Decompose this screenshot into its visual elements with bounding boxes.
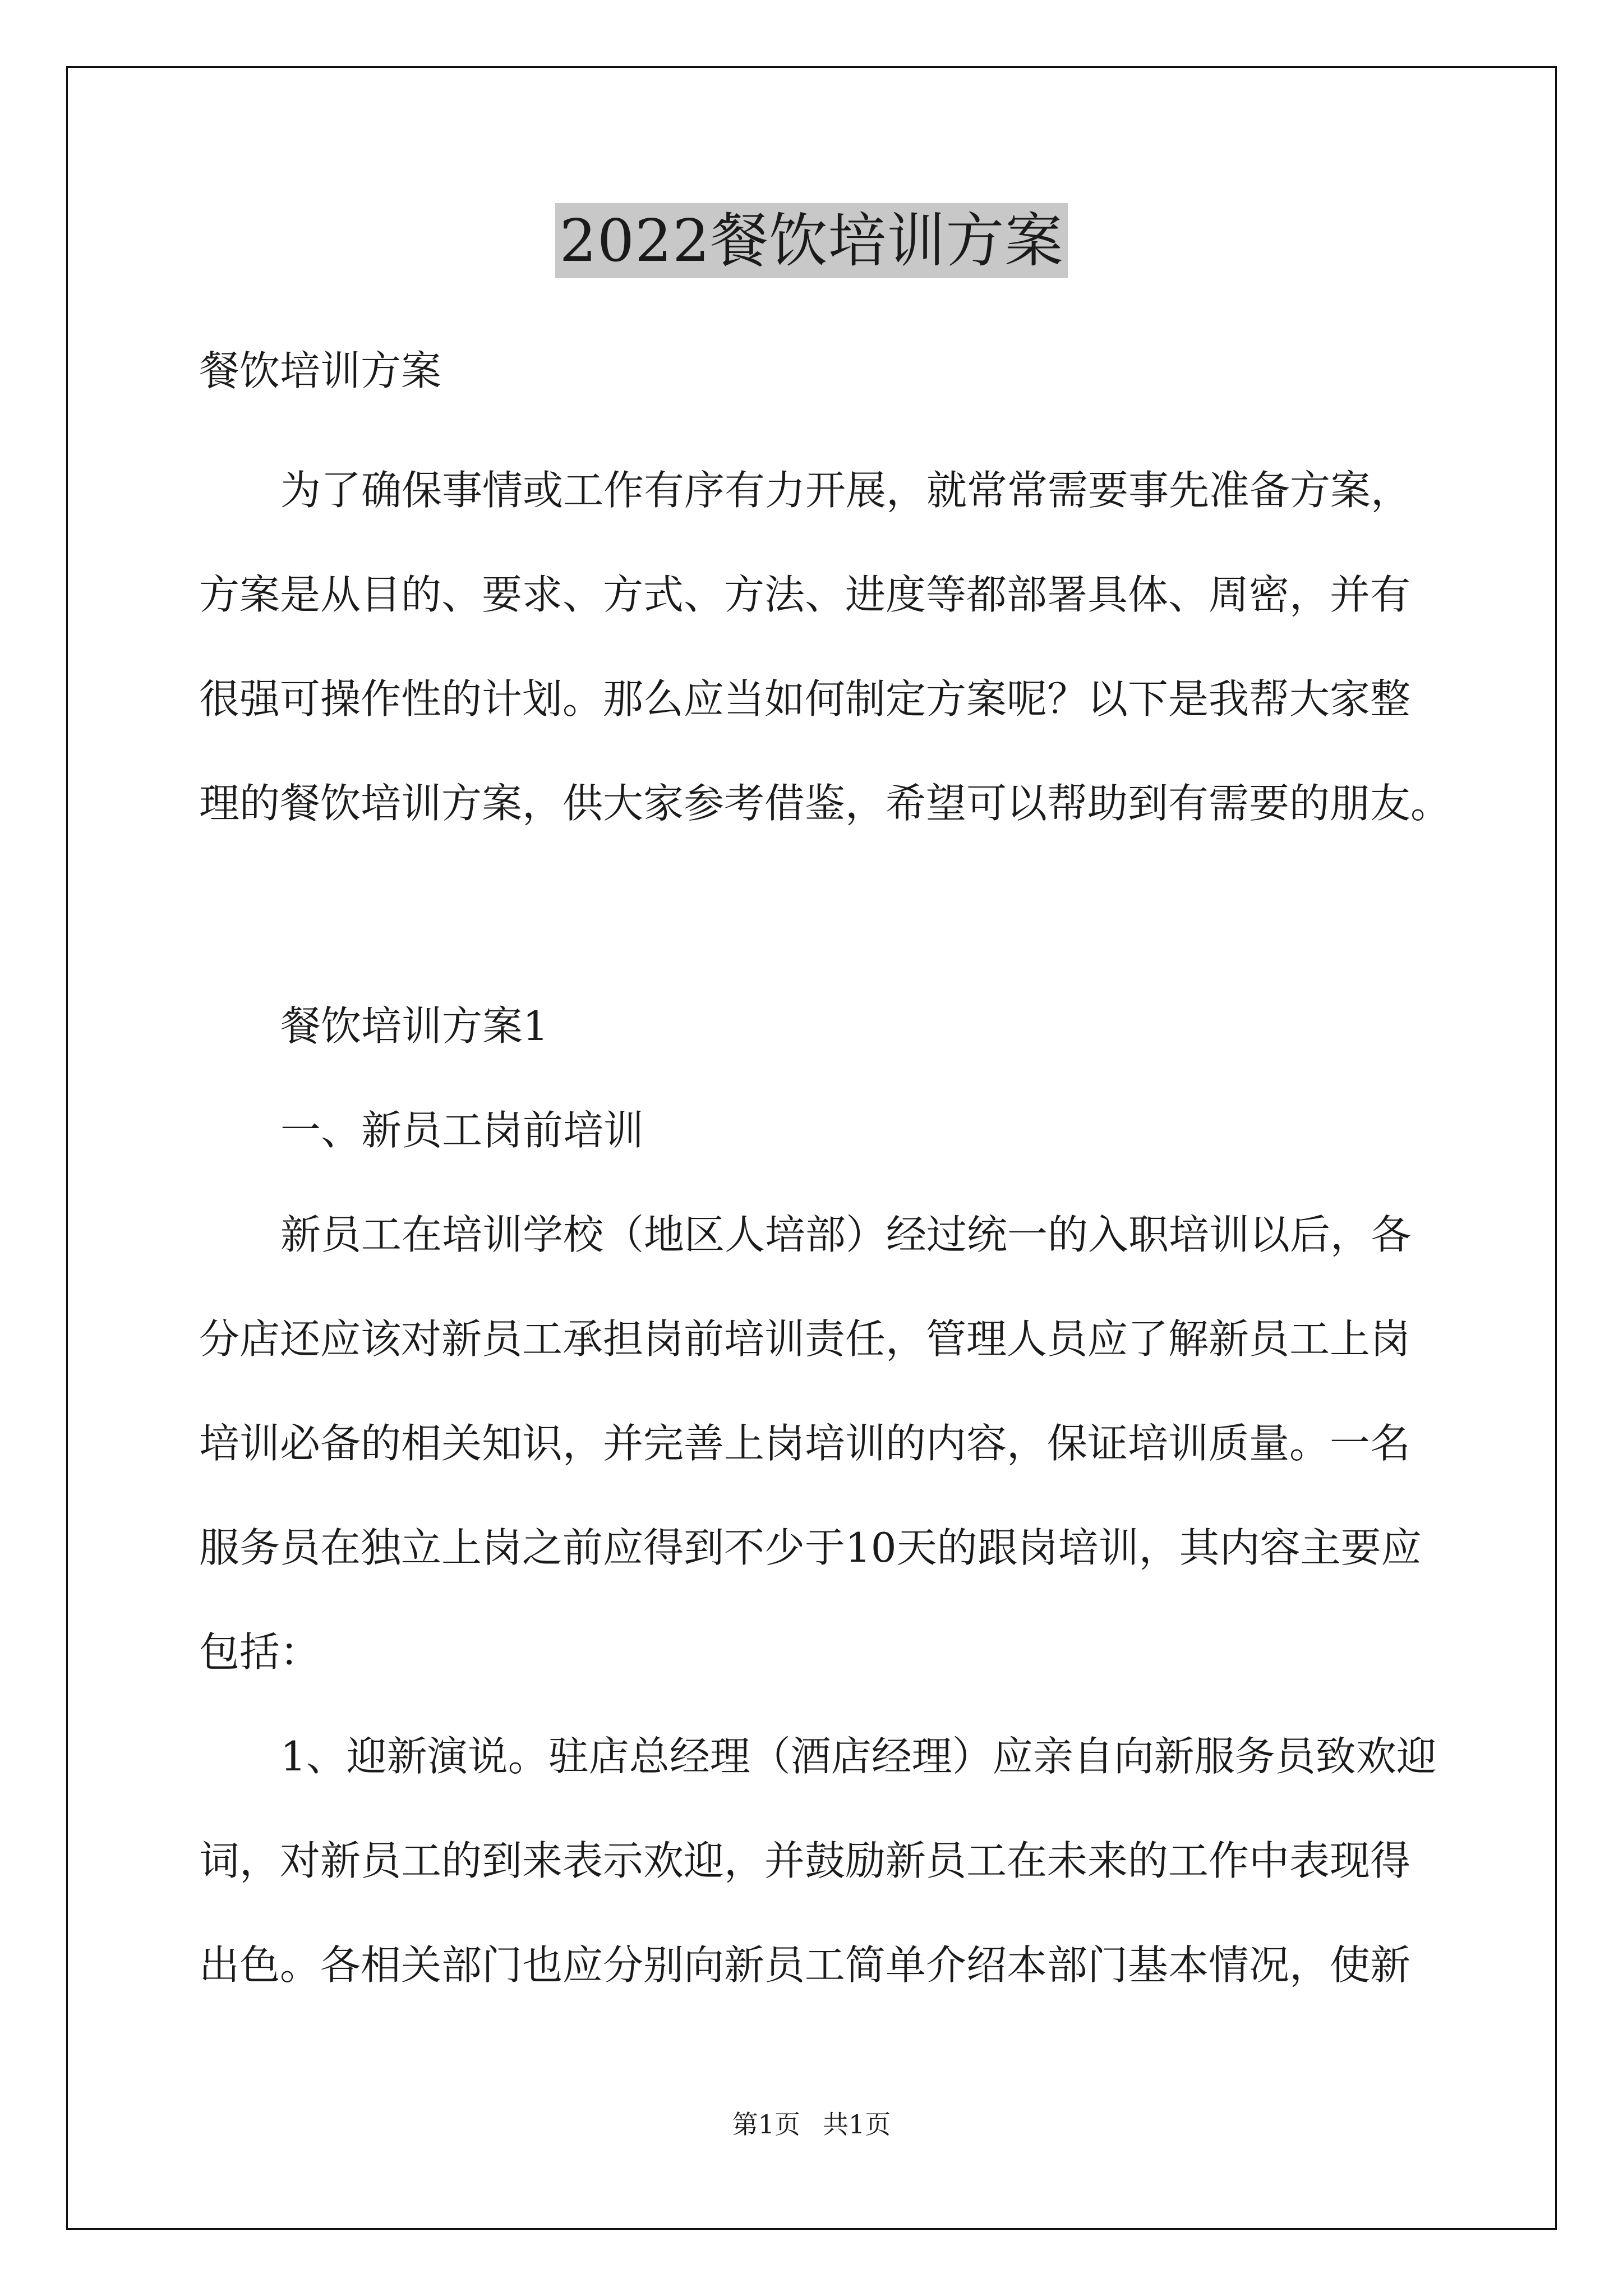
document-title: 2022餐饮培训方案 [555, 203, 1068, 278]
title-container [0, 203, 1623, 278]
paragraph-line: 分店还应该对新员工承担岗前培训责任，管理人员应了解新员工上岗 [199, 1315, 1411, 1363]
paragraph-line: 服务员在独立上岗之前应得到不少于10天的跟岗培训，其内容主要应 [199, 1524, 1422, 1571]
paragraph-line: 1、迎新演说。驻店总经理（酒店经理）应亲自向新服务员致欢迎 [280, 1733, 1437, 1780]
paragraph-line: 方案是从目的、要求、方式、方法、进度等都部署具体、周密，并有 [199, 571, 1411, 618]
page-footer [0, 2108, 1623, 2141]
paragraph-line: 包括： [199, 1628, 321, 1676]
paragraph-line: 理的餐饮培训方案，供大家参考借鉴，希望可以帮助到有需要的朋友。 [199, 780, 1451, 827]
page-number: 第1页 [732, 2109, 800, 2139]
paragraph-line: 词，对新员工的到来表示欢迎，并鼓励新员工在未来的工作中表现得 [199, 1837, 1411, 1884]
section-heading: 餐饮培训方案1 [280, 1002, 548, 1050]
paragraph-line: 很强可操作性的计划。那么应当如何制定方案呢？以下是我帮大家整 [199, 675, 1411, 723]
subsection-heading: 一、新员工岗前培训 [280, 1107, 644, 1154]
intro-heading: 餐饮培训方案 [199, 347, 442, 394]
paragraph-line: 为了确保事情或工作有序有力开展，就常常需要事先准备方案， [280, 467, 1412, 514]
paragraph-line: 培训必备的相关知识，并完善上岗培训的内容，保证培训质量。一名 [199, 1420, 1411, 1467]
paragraph-line: 出色。各相关部门也应分别向新员工简单介绍本部门基本情况，使新 [199, 1941, 1411, 1989]
page-total: 共1页 [823, 2109, 891, 2139]
paragraph-line: 新员工在培训学校（地区人培部）经过统一的入职培训以后，各 [280, 1211, 1412, 1258]
